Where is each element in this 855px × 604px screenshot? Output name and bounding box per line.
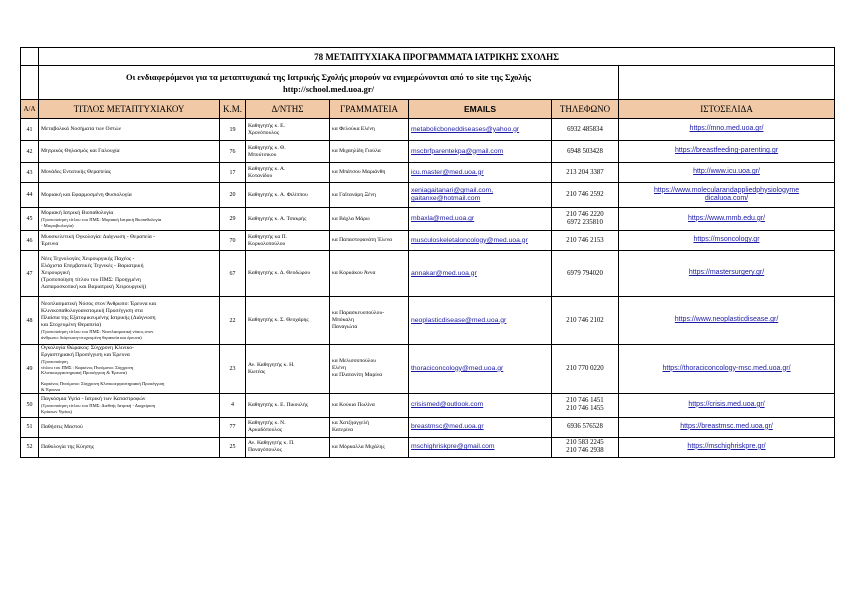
email-link[interactable]: neoplasticdisease@med.uoa.gr — [411, 316, 507, 324]
email-link[interactable]: mschighriskpre@gmail.com — [411, 443, 495, 451]
program-title — [39, 297, 220, 345]
director-line: Αρκαδόπουλος — [248, 427, 283, 434]
program-title-note: άνθρωπο: διάγνωση-στοχευμένη θεραπεία και έρευνα) — [41, 334, 142, 340]
program-secretariat — [330, 417, 409, 437]
col-header-emails: EMAILS — [409, 100, 552, 119]
director-line: Παναγόπουλος — [248, 447, 282, 454]
program-director — [246, 208, 330, 231]
col-header-secretariat: ΓΡΑΜΜΑΤΕΙΑ — [330, 100, 409, 119]
director-line: Καθηγητής κ. Α. Φιλίππου — [248, 191, 308, 198]
program-website — [619, 231, 835, 251]
program-title-note: (Τροποποίηση — [41, 359, 68, 364]
secretariat-line: κα Χατζηαγγελή — [332, 420, 370, 427]
program-km: 19 — [220, 119, 246, 141]
table-row — [21, 437, 835, 457]
website-link[interactable]: https://www.mmb.edu.gr/ — [688, 214, 766, 222]
program-secretariat — [330, 251, 409, 297]
website-link[interactable]: https://crisis.med.uoa.gr/ — [688, 400, 765, 408]
program-phone — [552, 437, 619, 457]
program-phone — [552, 208, 619, 231]
secretariat-line: Παναγιώτα — [332, 324, 358, 330]
website-link[interactable]: http://www.icu.uoa.gr/ — [693, 168, 760, 176]
table-row — [21, 417, 835, 437]
website-link[interactable]: https://mschighriskpre.gr/ — [687, 442, 766, 450]
program-phone — [552, 417, 619, 437]
row-number: 50 — [21, 393, 39, 417]
program-secretariat — [330, 183, 409, 208]
email-link[interactable]: mscbrfparentekpa@gmail.com — [411, 147, 504, 155]
phone-number: 210 746 1455 — [566, 405, 604, 413]
secretariat-line: κα Κορκάκου Άννα — [332, 270, 376, 276]
secretariat-line: Ελένη — [332, 365, 346, 372]
program-title — [39, 251, 220, 297]
program-director — [246, 417, 330, 437]
program-title-note: (Τροποποίηση τίτλου του ΠΜΣ: Μοριακή Ιατρική Βιοπαθολογία — [41, 216, 162, 222]
director-line: Καθηγητής κ. Σ. Θεοχάρης — [248, 317, 309, 323]
program-website — [619, 297, 835, 345]
website-link[interactable]: https://msoncology.gr — [693, 236, 760, 244]
program-title-note: (Τροποποίηση τίτλου του ΠΜΣ: Διεθνής Ιατρική - Διαχείριση — [41, 402, 156, 408]
title-blank-cell — [21, 48, 39, 66]
program-website — [619, 437, 835, 457]
program-title-note: & Έρευνα — [41, 386, 60, 392]
phone-number: 6979 794020 — [567, 269, 603, 277]
program-website — [619, 183, 835, 208]
director-line: Καθηγητής κ. Α. Τσακρής — [248, 215, 307, 222]
table-row — [21, 297, 835, 345]
program-email — [409, 297, 552, 345]
director-line: Μπούτσικου — [248, 151, 277, 158]
phone-number: 210 746 2102 — [566, 316, 604, 324]
secretariat-line: Μπόκαλη — [332, 317, 354, 323]
program-title-line: Μεταβολικά Νοσήματα των Οστών — [41, 126, 122, 132]
program-title-line: Λαπαροσκοπική και Βαριατρική Χειρουργική) — [41, 284, 147, 290]
program-title-line: Παθήσεις Μαστού — [41, 423, 83, 430]
program-email — [409, 163, 552, 183]
website-link[interactable]: https://www.neoplasticdisease.gr/ — [674, 316, 779, 324]
program-director — [246, 163, 330, 183]
program-phone — [552, 141, 619, 163]
row-number: 51 — [21, 417, 39, 437]
program-website — [619, 393, 835, 417]
program-title — [39, 141, 220, 163]
row-number: 45 — [21, 208, 39, 231]
program-km: 20 — [220, 183, 246, 208]
program-director — [246, 141, 330, 163]
table-row — [21, 251, 835, 297]
program-website — [619, 208, 835, 231]
website-link[interactable]: https://breastfeeding-parenting.gr — [674, 147, 779, 155]
phone-number: 210 746 1451 — [566, 397, 604, 405]
info-blank-cell — [21, 66, 39, 100]
director-line: Καθηγητής κ. Θ. — [248, 144, 286, 151]
program-title — [39, 345, 220, 394]
program-website — [619, 163, 835, 183]
program-director — [246, 437, 330, 457]
row-number: 48 — [21, 297, 39, 345]
col-header-website: ΙΣΤΟΣΕΛΙΔΑ — [619, 100, 835, 119]
director-line: Κοτανίδου — [248, 172, 273, 179]
email-link[interactable]: mbaxla@med.uoa.gr — [411, 215, 475, 222]
program-phone — [552, 231, 619, 251]
director-line: Καθηγητής κ. Δ. Θεοδώρου — [248, 270, 311, 276]
program-director — [246, 345, 330, 394]
program-secretariat — [330, 345, 409, 394]
program-title-line: και Στοχευμένη Θεραπεία) — [41, 321, 102, 328]
director-line: Καθηγητής κ. Α. — [248, 165, 286, 172]
program-email — [409, 437, 552, 457]
table-row — [21, 141, 835, 163]
row-number: 44 — [21, 183, 39, 208]
row-number: 42 — [21, 141, 39, 163]
phone-number: 6936 576528 — [567, 423, 603, 431]
phone-number: 210 746 2153 — [566, 236, 604, 244]
program-phone — [552, 119, 619, 141]
secretariat-line: κα Μπάτσου Μαριάνθη — [332, 169, 386, 175]
info-text — [39, 66, 619, 100]
program-email — [409, 183, 552, 208]
program-title-note: (Τροποποίηση τίτλου του ΠΜΣ: Νεοπλασματική νόσος στον — [41, 328, 154, 334]
program-title — [39, 393, 220, 417]
program-title-line: Νέες Τεχνολογίες Χειρουργικής Παχέος - — [41, 256, 135, 262]
row-number: 43 — [21, 163, 39, 183]
program-secretariat — [330, 393, 409, 417]
program-title — [39, 163, 220, 183]
program-km: 77 — [220, 417, 246, 437]
program-director — [246, 183, 330, 208]
secretariat-line: κα Κούκια Πωλίνα — [332, 401, 375, 408]
program-secretariat — [330, 231, 409, 251]
phone-number: 210 746 2938 — [566, 447, 604, 455]
table-row — [21, 119, 835, 141]
program-email — [409, 231, 552, 251]
program-website — [619, 141, 835, 163]
phone-number: 210 583 2245 — [566, 439, 604, 447]
program-email — [409, 119, 552, 141]
secretariat-line: κα Μελισσοπούλου — [332, 358, 377, 365]
program-title-line: (Τροποποίηση τίτλου του ΠΜΣ: Προηγμένη — [41, 277, 141, 283]
col-header-title: ΤΙΤΛΟΣ ΜΕΤΑΠΤΥΧΙΑΚΟΥ — [39, 100, 220, 119]
phone-number: 210 746 2220 — [566, 211, 604, 218]
email-link[interactable]: breastmsc@med.uoa.gr — [411, 423, 484, 431]
program-title-line: Ογκολογία Θώρακος: Σύγχρονη Κλινικο- — [41, 345, 134, 351]
col-header-num: Α/Α — [21, 100, 39, 119]
program-title-line: Χειρουργική — [41, 270, 70, 276]
program-director — [246, 119, 330, 141]
email-link[interactable]: musculoskeletaloncology@med.uoa.gr — [411, 236, 528, 244]
program-email — [409, 417, 552, 437]
program-email — [409, 208, 552, 231]
website-link[interactable]: https://mastersurgery.gr/ — [688, 269, 765, 277]
phone-number: 213 204 3387 — [566, 168, 604, 176]
program-director — [246, 231, 330, 251]
program-km: 23 — [220, 345, 246, 394]
program-title-line: Πλαίσια της Εξατομικευμένης Ιατρικής (Διάγνωση — [41, 314, 156, 321]
table-row — [21, 345, 835, 394]
program-website — [619, 119, 835, 141]
program-website — [619, 251, 835, 297]
program-km: 70 — [220, 231, 246, 251]
program-director — [246, 297, 330, 345]
secretariat-line: κα Παρασκευοπούλου- — [332, 310, 385, 316]
table-row — [21, 231, 835, 251]
row-number: 41 — [21, 119, 39, 141]
program-title-line: Μητρικός Θηλασμός και Γαλουχία — [41, 148, 120, 154]
table-row — [21, 163, 835, 183]
info-line: Οι ενδιαφερόμενοι για τα μεταπτυχιακά της Ιατρικής Σχολής μπορούν να ενημερώνονται από το site της Σχολής — [126, 71, 531, 82]
info-blank-cell-right — [619, 66, 835, 100]
program-title-line: Μοριακή Ιατρική Βιοπαθολογία — [41, 209, 114, 216]
program-title-line: Παθολογία της Κύησης — [41, 443, 94, 450]
program-km: 76 — [220, 141, 246, 163]
programs-table — [20, 47, 835, 458]
program-phone — [552, 163, 619, 183]
website-link[interactable]: https://thoraciconcology-msc.med.uoa.gr/ — [662, 364, 791, 372]
col-header-director: Δ/ΝΤΗΣ — [246, 100, 330, 119]
phone-number: 210 746 2592 — [566, 191, 604, 198]
program-director — [246, 393, 330, 417]
director-line: Καθηγητής κ. Ν. — [248, 420, 286, 427]
col-header-phone: ΤΗΛΕΦΩΝΟ — [552, 100, 619, 119]
website-link[interactable]: https://mno.med.uoa.gr/ — [689, 125, 764, 133]
program-title-line: Ελάχιστα Επεμβατικές Τεχνικές - Βαριατρική — [41, 263, 144, 269]
program-email — [409, 141, 552, 163]
phone-number: 210 770 0220 — [566, 364, 604, 372]
director-line: Κορκολοπούλου — [248, 240, 286, 247]
program-title-note: Κρίσεων Υγείας) — [41, 408, 73, 414]
program-title-note: - Μικροβιολογία) — [41, 222, 74, 228]
program-title-line: Νεοπλασματική Νόσος στον Άνθρωπο: Έρευνα και — [41, 300, 157, 307]
program-secretariat — [330, 163, 409, 183]
column-header-row — [21, 100, 835, 119]
row-number: 49 — [21, 345, 39, 394]
secretariat-line: κα Μιχαηλίδη Γιούλα — [332, 148, 381, 154]
program-director — [246, 251, 330, 297]
email-link[interactable]: icu.master@med.uoa.gr — [411, 168, 484, 176]
phone-number: 6948 503428 — [567, 147, 603, 155]
director-line: Καθηγητής κ. Ε. — [248, 122, 285, 129]
program-title-line: Έρευνα — [41, 240, 59, 247]
director-line: Χρονόπουλος — [248, 129, 280, 136]
program-website — [619, 417, 835, 437]
table-row — [21, 183, 835, 208]
secretariat-line: κα Πλατανίτη Μαρίνα — [332, 372, 383, 379]
secretariat-line: κα Φελούκα Ελένη — [332, 126, 375, 132]
email-link[interactable]: gaitanxe@hotmail.com — [411, 195, 481, 202]
program-title-note: Κλινικοεργαστηριακή Προσέγγιση & Έρευνα) — [41, 370, 127, 376]
website-link[interactable]: https://www.molecularandappliedphysiologyme — [653, 186, 800, 194]
director-line: Καθηγητής κ. Ε. Πικουλής — [248, 401, 308, 408]
program-title — [39, 417, 220, 437]
program-title-line: Μονάδες Εντατικής Θεραπείας — [41, 169, 111, 175]
program-title-line: Παγκόσμια Υγεία - Ιατρική των Καταστροφών — [41, 395, 146, 402]
phone-number: 6972 235810 — [567, 219, 603, 226]
program-km: 17 — [220, 163, 246, 183]
director-line: Αν. Καθηγητής κ. Π. — [248, 440, 295, 447]
director-line: Αν. Καθηγητής κ. Η. — [248, 361, 295, 368]
program-secretariat — [330, 208, 409, 231]
col-header-km: Κ.Μ. — [220, 100, 246, 119]
program-secretariat — [330, 141, 409, 163]
info-row — [21, 66, 835, 100]
website-link[interactable]: dicaluoa.com/ — [704, 195, 749, 202]
program-title — [39, 119, 220, 141]
email-link[interactable]: metabolicboneddiseases@yahoo.gr — [411, 125, 520, 133]
secretariat-line: κα Βάχλα Μάρω — [332, 215, 370, 222]
program-phone — [552, 251, 619, 297]
secretariat-line: κα Παπαστεφανάτη Έλενα — [332, 237, 393, 243]
email-link[interactable]: annakar@med.uoa.gr — [411, 269, 477, 277]
program-phone — [552, 393, 619, 417]
table-row — [21, 393, 835, 417]
director-line: Κωτέας — [248, 368, 266, 375]
program-secretariat — [330, 437, 409, 457]
title-row — [21, 48, 835, 66]
program-email — [409, 345, 552, 394]
program-km: 22 — [220, 297, 246, 345]
program-title-note: τίτλου του ΠΜΣ : Καρκίνος Πνεύμονα: Σύγχρονη — [41, 364, 134, 370]
program-secretariat — [330, 297, 409, 345]
program-title-line: Μοριακή και Εφαρμοσμένη Φυσιολογία — [41, 191, 132, 198]
program-website — [619, 345, 835, 394]
program-title — [39, 208, 220, 231]
program-phone — [552, 297, 619, 345]
email-link[interactable]: thoraciconcology@med.uoa.gr — [411, 364, 504, 372]
school-site-link[interactable]: http://school.med.uoa.gr/ — [283, 83, 374, 94]
program-title — [39, 231, 220, 251]
program-email — [409, 393, 552, 417]
row-number: 47 — [21, 251, 39, 297]
secretariat-line: Κατερίνα — [332, 427, 354, 434]
page-title: 78 ΜΕΤΑΠΤΥΧΙΑΚΑ ΠΡΟΓΡΑΜΜΑΤΑ ΙΑΤΡΙΚΗΣ ΣΧΟΛΗΣ — [39, 48, 835, 66]
email-link[interactable]: crisismed@outlook.com — [411, 401, 484, 409]
program-km: 67 — [220, 251, 246, 297]
phone-number: 6932 485834 — [567, 125, 603, 133]
secretariat-line: κα Μόρκαλλα Μιχάλης — [332, 443, 385, 450]
row-number: 52 — [21, 437, 39, 457]
email-link[interactable]: xeniagaitanari@gmail.com, — [411, 187, 494, 194]
secretariat-line: κα Γαϊτανάρη Ξένη — [332, 191, 376, 198]
program-secretariat — [330, 119, 409, 141]
program-title-line: Κλινικοπαθολογοανατομική Προσέγγιση στα — [41, 307, 143, 314]
program-km: 4 — [220, 393, 246, 417]
program-title — [39, 183, 220, 208]
program-phone — [552, 345, 619, 394]
program-title-line: Μυοσκελετική Ογκολογία: Διάγνωση - Θεραπεία - — [41, 233, 156, 240]
program-email — [409, 251, 552, 297]
program-title — [39, 437, 220, 457]
program-title-line: Εργαστηριακή Προσέγγιση και Έρευνα — [41, 352, 130, 358]
director-line: Καθηγητής κα Π. — [248, 233, 288, 240]
program-km: 25 — [220, 437, 246, 457]
program-km: 29 — [220, 208, 246, 231]
website-link[interactable]: https://breastmsc.med.uoa.gr/ — [680, 422, 773, 430]
program-phone — [552, 183, 619, 208]
row-number: 46 — [21, 231, 39, 251]
program-title-note: Καρκίνος Πνεύμονα: Σύγχρονη Κλινικοεργαστηριακή Προσέγγιση — [41, 381, 165, 387]
table-row — [21, 208, 835, 231]
